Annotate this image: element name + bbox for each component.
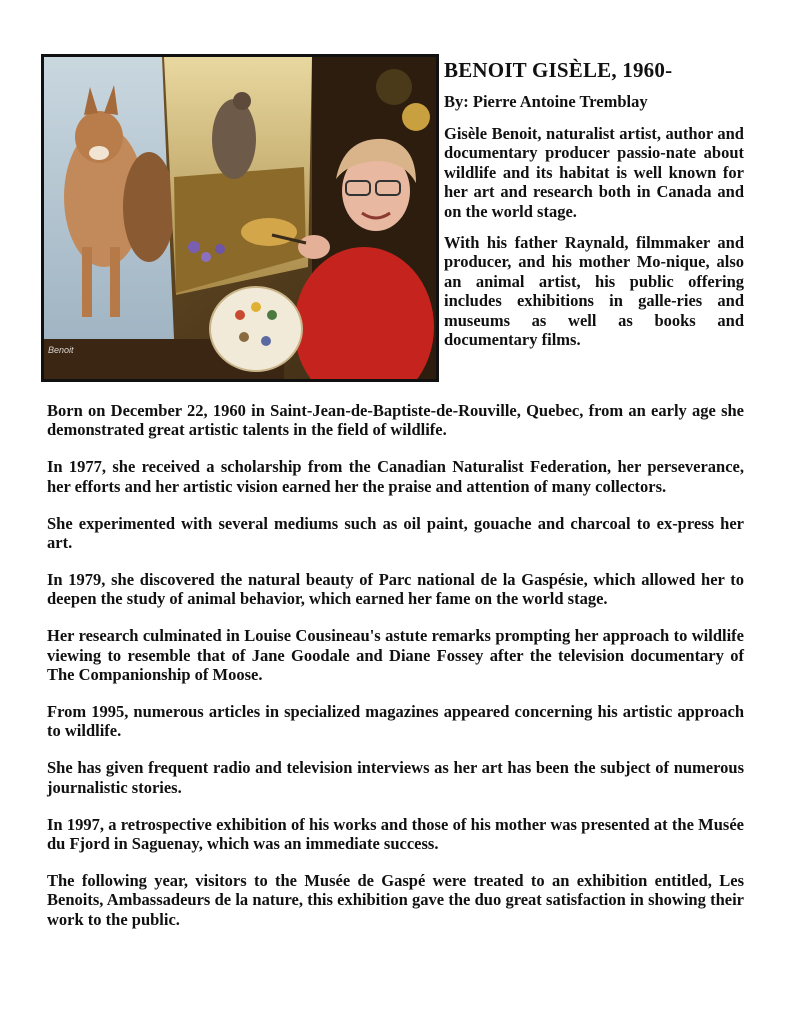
body-paragraph: She experimented with several mediums such as oil paint, gouache and charcoal to ex-press her art. bbox=[47, 513, 744, 553]
artist-photo bbox=[41, 54, 439, 382]
author-byline: By: Pierre Antoine Tremblay bbox=[444, 92, 648, 111]
side-column bbox=[444, 58, 744, 361]
article-title: BENOIT GISÈLE, 1960- bbox=[444, 58, 673, 82]
body-paragraph: In 1977, she received a scholarship from the Canadian Naturalist Federation, her perseverance, her efforts and her artistic vision earned her the praise and attention of many collectors. bbox=[47, 457, 744, 496]
body-paragraph: Her research culminated in Louise Cousineau's astute remarks prompting her approach to wildlife viewing to resemble that of Jane Goodale and Diane Fossey after the television documentary of The Companionship of Moose. bbox=[47, 626, 744, 685]
body-paragraph: She has given frequent radio and television interviews as her art has been the subject of numerous journalistic stories. bbox=[47, 758, 744, 797]
body-paragraph: Born on December 22, 1960 in Saint-Jean-de-Baptiste-de-Rouville, Quebec, from an early age she demonstrated great artistic talents in the field of wildlife. bbox=[47, 401, 744, 440]
body-paragraph: The following year, visitors to the Musée de Gaspé were treated to an exhibition entitled, Les Benoits, Ambassadeurs de la nature, this exhibition gave the duo great satisfaction in showing their work to the public. bbox=[47, 870, 744, 929]
painting-signature: Benoit bbox=[48, 345, 74, 355]
body-paragraph: In 1997, a retrospective exhibition of his works and those of his mother was presented at the Musée du Fjord in Saguenay, which was an immediate success. bbox=[47, 814, 744, 853]
body-paragraph: In 1979, she discovered the natural beauty of Parc national de la Gaspésie, which allowed her to deepen the study of animal behavior, which earned her fame on the world stage. bbox=[47, 569, 744, 609]
body-paragraph: From 1995, numerous articles in specialized magazines appeared concerning his artistic approach to wildlife. bbox=[47, 701, 744, 741]
family-paragraph: With his father Raynald, filmmaker and producer, and his mother Mo-nique, also an animal artist, his public offering includes exhibitions in galle-ries and museums as well as books and documentary films. bbox=[444, 233, 744, 350]
intro-paragraph: Gisèle Benoit, naturalist artist, author and documentary producer passio-nate about wildlife and its habitat is well known for her art and research both in Canada and on the world stage. bbox=[444, 124, 744, 221]
article-body bbox=[47, 401, 744, 947]
artist-painting-illustration bbox=[44, 57, 436, 379]
